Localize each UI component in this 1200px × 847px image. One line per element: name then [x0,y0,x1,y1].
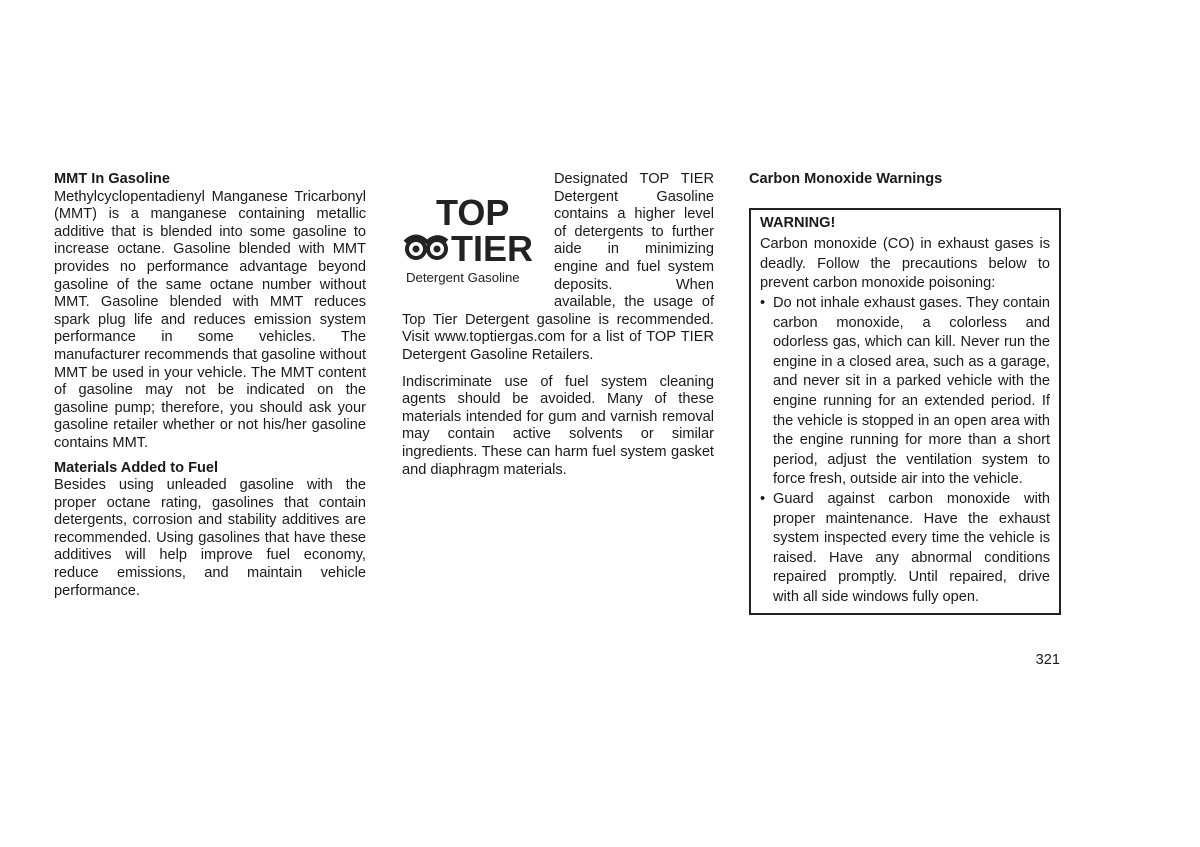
logo-swirl-icon [405,237,447,259]
section-mmt [54,171,366,453]
logo-tagline: Detergent Gasoline [406,270,520,285]
warning-item-text: Guard against carbon monoxide with proper maintenance. Have the exhaust system inspected every time the vehicle is raised. Have any abnormal conditions repaired promptly. Until repaired, drive with all side windows fully open. [773,490,1050,605]
bullet-icon: • [760,490,766,507]
warning-title: WARNING! [760,214,836,231]
warning-list-item [760,490,1050,608]
warning-box [749,208,1061,616]
column-middle [402,171,714,479]
paragraph-cleaning-agents: Indiscriminate use of fuel system cleaning agents should be avoided. Many of these materials intended for gum and varnish removal may contain active solvents or similar ingredients. These can harm fuel system gasket and diaphragm materials. [402,373,714,478]
column-left [54,171,366,600]
heading-materials-added-to-fuel: Materials Added to Fuel [54,459,219,476]
warning-list [760,294,1050,608]
paragraph-top-tier: Designated TOP TIER Detergent Gasoline contains a higher level of detergents to further aide in minimizing engine and fuel system deposits. When available, the usage of Top Tier Detergent gasoline is recommended. Visit www.toptiergas.com for a list of TOP TIER Detergent Gasoline Retailers. [402,171,714,363]
section-materials-added [54,460,366,601]
top-tier-logo [402,171,548,311]
logo-top-text: TOP [436,192,510,233]
bullet-icon: • [760,294,766,311]
logo-tier-text: TIER [451,228,534,269]
heading-carbon-monoxide-warnings: Carbon Monoxide Warnings [749,171,943,187]
heading-mmt-in-gasoline: MMT In Gasoline [54,171,170,187]
warning-list-item [760,294,1050,490]
warning-item-text: Do not inhale exhaust gases. They contain carbon monoxide, a colorless and odorless gas, which can kill. Never run the engine in a closed area, such as a garage, and never sit in a parked vehicle with the engine running for an extended period. If the vehicle is stopped in an open area with the engine running for more than a short period, adjust the ventilation system to force fresh, outside air into the vehicle. [773,294,1050,488]
paragraph-mmt: Methylcyclopentadienyl Manganese Tricarbonyl (MMT) is a manganese containing metallic additive that is blended into some gasoline to increase octane. Gasoline blended with MMT provides no performance advantage beyond gasoline of the same octane number without MMT. Gasoline blended with MMT reduces spark plug life and reduces emission system performance in some vehicles. The manufacturer recommends that gasoline without MMT be used in your vehicle. The MMT content of gasoline may not be indicated on the gasoline pump; therefore, you should ask your gasoline retailer whether or not his/her gasoline contains MMT. [54,188,366,451]
paragraph-materials-added: Besides using unleaded gasoline with the proper octane rating, gasolines that contain detergents, corrosion and stability additives are recommended. Using gasolines that have these additives will help improve fuel economy, reduce emissions, and maintain vehicle performance. [54,477,366,599]
page-number: 321 [1035,652,1060,668]
column-right [749,171,1061,615]
warning-intro: Carbon monoxide (CO) in exhaust gases is deadly. Follow the precautions below to prevent carbon monoxide poisoning: [760,236,1050,292]
